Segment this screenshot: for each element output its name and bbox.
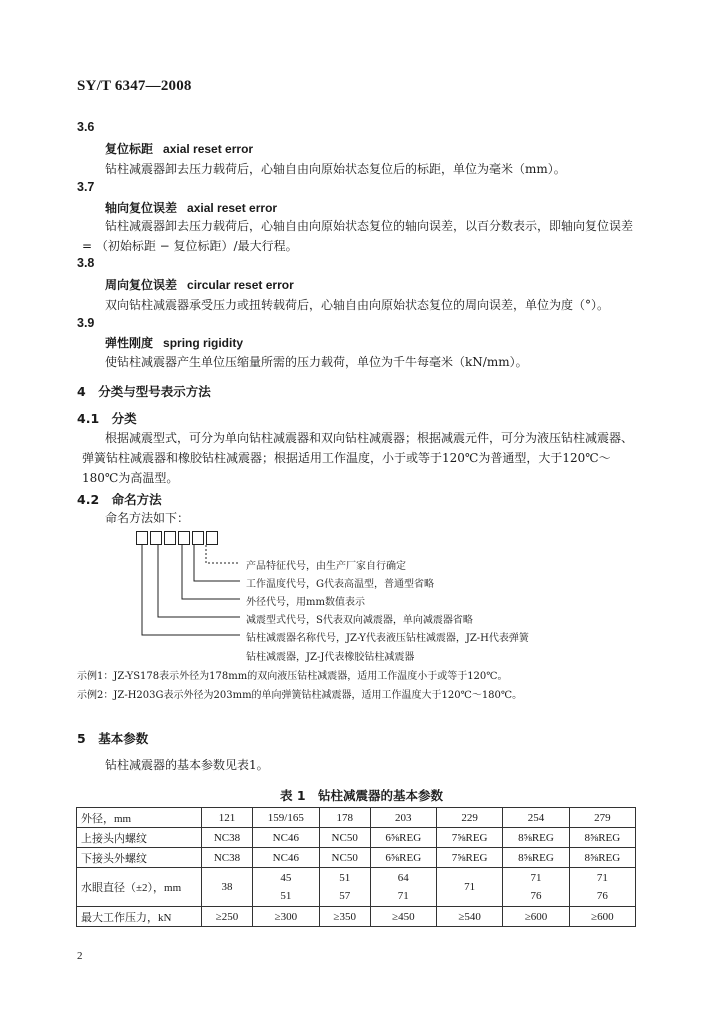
table-cell: ≥450 (370, 907, 436, 927)
term-3-6 (105, 140, 253, 157)
page-number: 2 (77, 950, 83, 962)
table-cell: ≥350 (319, 907, 370, 927)
section-number-3-9: 3.9 (77, 316, 95, 330)
diagram-label-temperature-code: 工作温度代号，G代表高温型，普通型省略 (246, 579, 434, 590)
table-cell: NC46 (252, 848, 319, 868)
cell-value: 71 (464, 881, 476, 893)
table-row (77, 828, 636, 848)
term-3-8 (105, 276, 294, 293)
cell-value: 71 (530, 872, 542, 884)
document-id-header: SY/T 6347—2008 (77, 78, 192, 94)
table-row (77, 848, 636, 868)
definition-3-7: 钻柱减震器卸去压力载荷后，心轴自由向原始状态复位的轴向误差，以百分数表示，即轴向复位误差 = （初始标距 − 复位标距）/最大行程。 (82, 219, 634, 253)
table-cell: ≥600 (569, 907, 635, 927)
table-cell: ≥250 (202, 907, 253, 927)
table-cell: 7⅝REG (436, 828, 502, 848)
term-en: spring rigidity (163, 336, 244, 350)
example-1: 示例1：JZ-YS178表示外径为178mm的双向液压钻柱减震器，适用工作温度小于或等于120℃。 (77, 671, 508, 682)
chapter-5-intro: 钻柱减震器的基本参数见表1。 (105, 758, 269, 772)
table-cell: 159/165 (252, 808, 319, 828)
cell-value: 45 (280, 872, 292, 884)
cell-value: 51 (280, 890, 292, 902)
definition-3-8: 双向钻柱减震器承受压力或扭转载荷后，心轴自由向原始状态复位的周向误差，单位为度（°）。 (105, 298, 610, 312)
section-4-1-title: 4.1 分类 (77, 411, 137, 426)
example-2: 示例2：JZ-H203G表示外径为203mm的单向弹簧钻柱减震器，适用工作温度大于120℃～180℃。 (77, 690, 523, 701)
diagram-label-name-code: 钻柱减震器名称代号，JZ-Y代表液压钻柱减震器，JZ-H代表弹簧 (246, 633, 529, 644)
term-3-9 (105, 334, 243, 351)
table-cell (436, 868, 502, 907)
term-cn: 周向复位误差 (105, 278, 178, 292)
cell-value: 57 (339, 890, 351, 902)
diagram-label-type-code: 减震型式代号，S代表双向减震器，单向减震器省略 (246, 615, 473, 626)
section-number-3-7: 3.7 (77, 180, 95, 194)
cell-value: 71 (596, 872, 608, 884)
definition-3-9: 使钻柱减震器产生单位压缩量所需的压力载荷，单位为千牛每毫米（kN/mm）。 (105, 355, 528, 369)
chapter-4-title: 4 分类与型号表示方法 (77, 384, 211, 399)
diagram-label-name-code-cont: 钻柱减震器，JZ-J代表橡胶钻柱减震器 (246, 652, 415, 663)
table-cell: 229 (436, 808, 502, 828)
row-label: 下接头外螺纹 (77, 848, 202, 868)
term-cn: 弹性刚度 (105, 336, 154, 350)
section-4-1-body: 根据减震型式，可分为单向钻柱减震器和双向钻柱减震器；根据减震元件，可分为液压钻柱减震器、弹簧钻柱减震器和橡胶钻柱减震器；根据适用工作温度，小于或等于120℃为普通型，大于120℃～180℃为高温型。 (82, 431, 634, 485)
table-row (77, 808, 636, 828)
naming-diagram-lines (130, 543, 250, 643)
table-cell: 7⅝REG (436, 848, 502, 868)
cell-value: 51 (339, 872, 351, 884)
table-cell: 6⅝REG (370, 848, 436, 868)
table-row (77, 907, 636, 927)
cell-value: 71 (397, 890, 409, 902)
row-label: 水眼直径（±2），mm (77, 868, 202, 907)
term-en: circular reset error (187, 278, 294, 292)
table-cell: 203 (370, 808, 436, 828)
term-en: axial reset error (163, 142, 254, 156)
table-cell: NC50 (319, 848, 370, 868)
table-cell (370, 868, 436, 907)
table-cell (252, 868, 319, 907)
table-cell: ≥300 (252, 907, 319, 927)
term-cn: 轴向复位误差 (105, 201, 178, 215)
table-cell: 121 (202, 808, 253, 828)
table-cell: 8⅝REG (569, 828, 635, 848)
table-cell: NC46 (252, 828, 319, 848)
table-cell: 8⅝REG (569, 848, 635, 868)
table-cell: 178 (319, 808, 370, 828)
chapter-5-title: 5 基本参数 (77, 731, 149, 746)
cell-value: 64 (397, 872, 409, 884)
table-cell: 279 (569, 808, 635, 828)
section-number-3-8: 3.8 (77, 256, 95, 270)
diagram-label-diameter-code: 外径代号，用mm数值表示 (246, 597, 365, 608)
table-cell: NC50 (319, 828, 370, 848)
table-cell (202, 868, 253, 907)
section-4-2-intro: 命名方法如下： (105, 511, 190, 525)
table-cell: 8⅝REG (503, 828, 569, 848)
row-label: 外径，mm (77, 808, 202, 828)
diagram-label-feature-code: 产品特征代号，由生产厂家自行确定 (246, 561, 406, 572)
section-4-2-title: 4.2 命名方法 (77, 492, 162, 507)
table-cell: 8⅝REG (503, 848, 569, 868)
table-cell: ≥600 (503, 907, 569, 927)
table-cell: 254 (503, 808, 569, 828)
cell-value: 76 (596, 890, 608, 902)
table-row (77, 868, 636, 907)
cell-value: 76 (530, 890, 542, 902)
table-cell: NC38 (202, 828, 253, 848)
table-cell (319, 868, 370, 907)
term-cn: 复位标距 (105, 142, 154, 156)
row-label: 最大工作压力，kN (77, 907, 202, 927)
term-en: axial reset error (187, 201, 278, 215)
table-caption: 表 1 钻柱减震器的基本参数 (280, 788, 444, 803)
basic-parameters-table (76, 807, 636, 927)
definition-3-6: 钻柱减震器卸去压力载荷后，心轴自由向原始状态复位后的标距，单位为毫米（mm）。 (105, 162, 566, 176)
table-cell: 6⅝REG (370, 828, 436, 848)
cell-value: 38 (221, 881, 233, 893)
table-cell (569, 868, 635, 907)
table-cell: NC38 (202, 848, 253, 868)
section-number-3-6: 3.6 (77, 120, 95, 134)
table-cell (503, 868, 569, 907)
row-label: 上接头内螺纹 (77, 828, 202, 848)
table-cell: ≥540 (436, 907, 502, 927)
term-3-7 (105, 199, 277, 216)
